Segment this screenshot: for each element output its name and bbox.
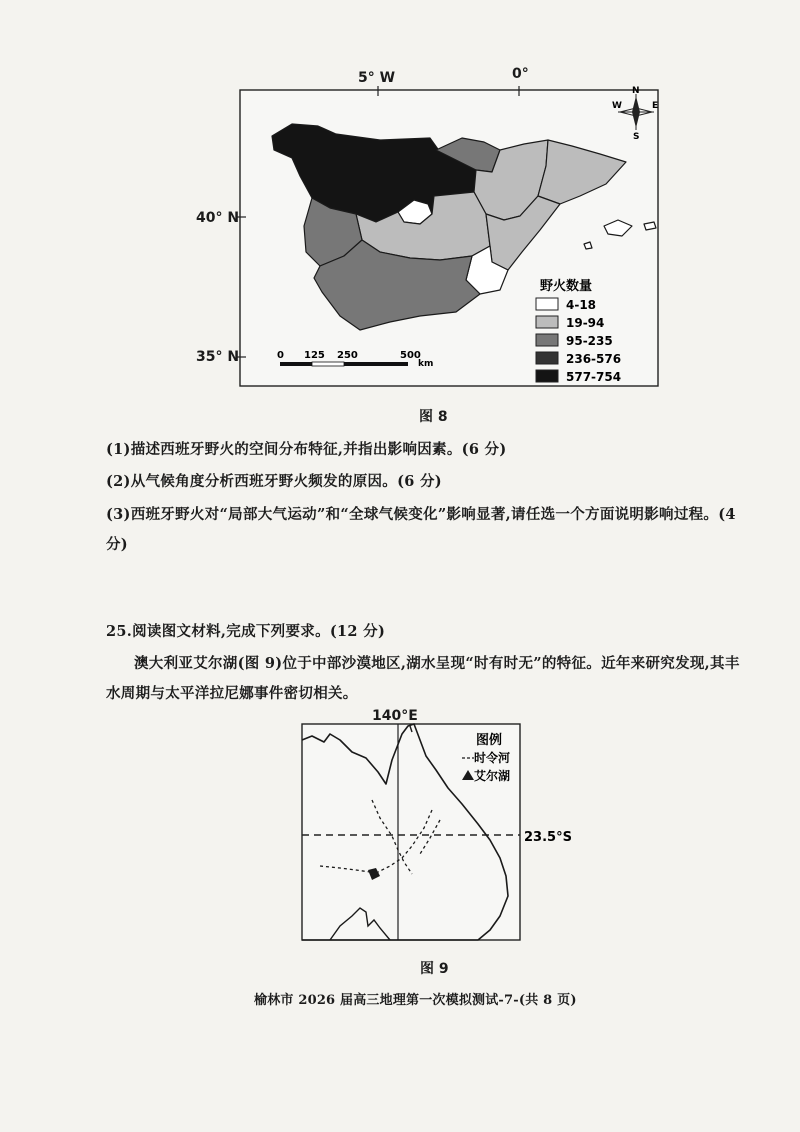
question-24-1: (1)描述西班牙野火的空间分布特征,并指出影响因素。(6 分) <box>106 441 507 458</box>
lat-label-40n: 40° N <box>196 210 240 226</box>
figure8-map <box>0 0 800 420</box>
legend-title: 野火数量 <box>540 279 593 294</box>
legend-item: 577-754 <box>566 370 622 384</box>
svg-text:W: W <box>612 101 622 111</box>
legend-item: 236-576 <box>566 352 622 366</box>
question-24-2: (2)从气候角度分析西班牙野火频发的原因。(6 分) <box>106 473 442 490</box>
lon-label-5w: 5° W <box>358 70 396 86</box>
legend-item: 时令河 <box>474 751 511 765</box>
svg-text:S: S <box>633 132 640 142</box>
svg-text:0: 0 <box>277 350 284 361</box>
question-25-body: 澳大利亚艾尔湖(图 9)位于中部沙漠地区,湖水呈现“时有时无”的特征。近年来研究发现,其丰水周期与太平洋拉尼娜事件密切相关。 <box>106 655 740 702</box>
lon-label-0: 0° <box>512 66 529 82</box>
question-25-title: 25.阅读图文材料,完成下列要求。(12 分) <box>106 623 386 640</box>
legend-title: 图例 <box>476 733 503 748</box>
svg-text:500: 500 <box>400 350 421 361</box>
lon-label-140e: 140°E <box>372 708 418 724</box>
legend-item: 4-18 <box>566 298 597 312</box>
svg-text:km: km <box>418 359 434 369</box>
svg-text:E: E <box>652 101 659 111</box>
svg-text:250: 250 <box>337 350 358 361</box>
question-24-3: (3)西班牙野火对“局部大气运动”和“全球气候变化”影响显著,请任选一个方面说明影响过程。(4 分) <box>106 506 736 553</box>
figure9-caption: 图 9 <box>420 961 449 977</box>
legend-item: 19-94 <box>566 316 605 330</box>
figure8-caption: 图 8 <box>419 409 448 425</box>
figure9-map <box>0 700 800 960</box>
legend-item: 艾尔湖 <box>474 769 511 783</box>
page-footer: 榆林市 2026 届高三地理第一次模拟测试-7-(共 8 页) <box>254 993 577 1008</box>
lat-label-23-5s: 23.5°S <box>524 830 572 845</box>
svg-text:125: 125 <box>304 350 325 361</box>
legend-item: 95-235 <box>566 334 613 348</box>
lat-label-35n: 35° N <box>196 349 240 365</box>
svg-text:N: N <box>632 86 640 96</box>
